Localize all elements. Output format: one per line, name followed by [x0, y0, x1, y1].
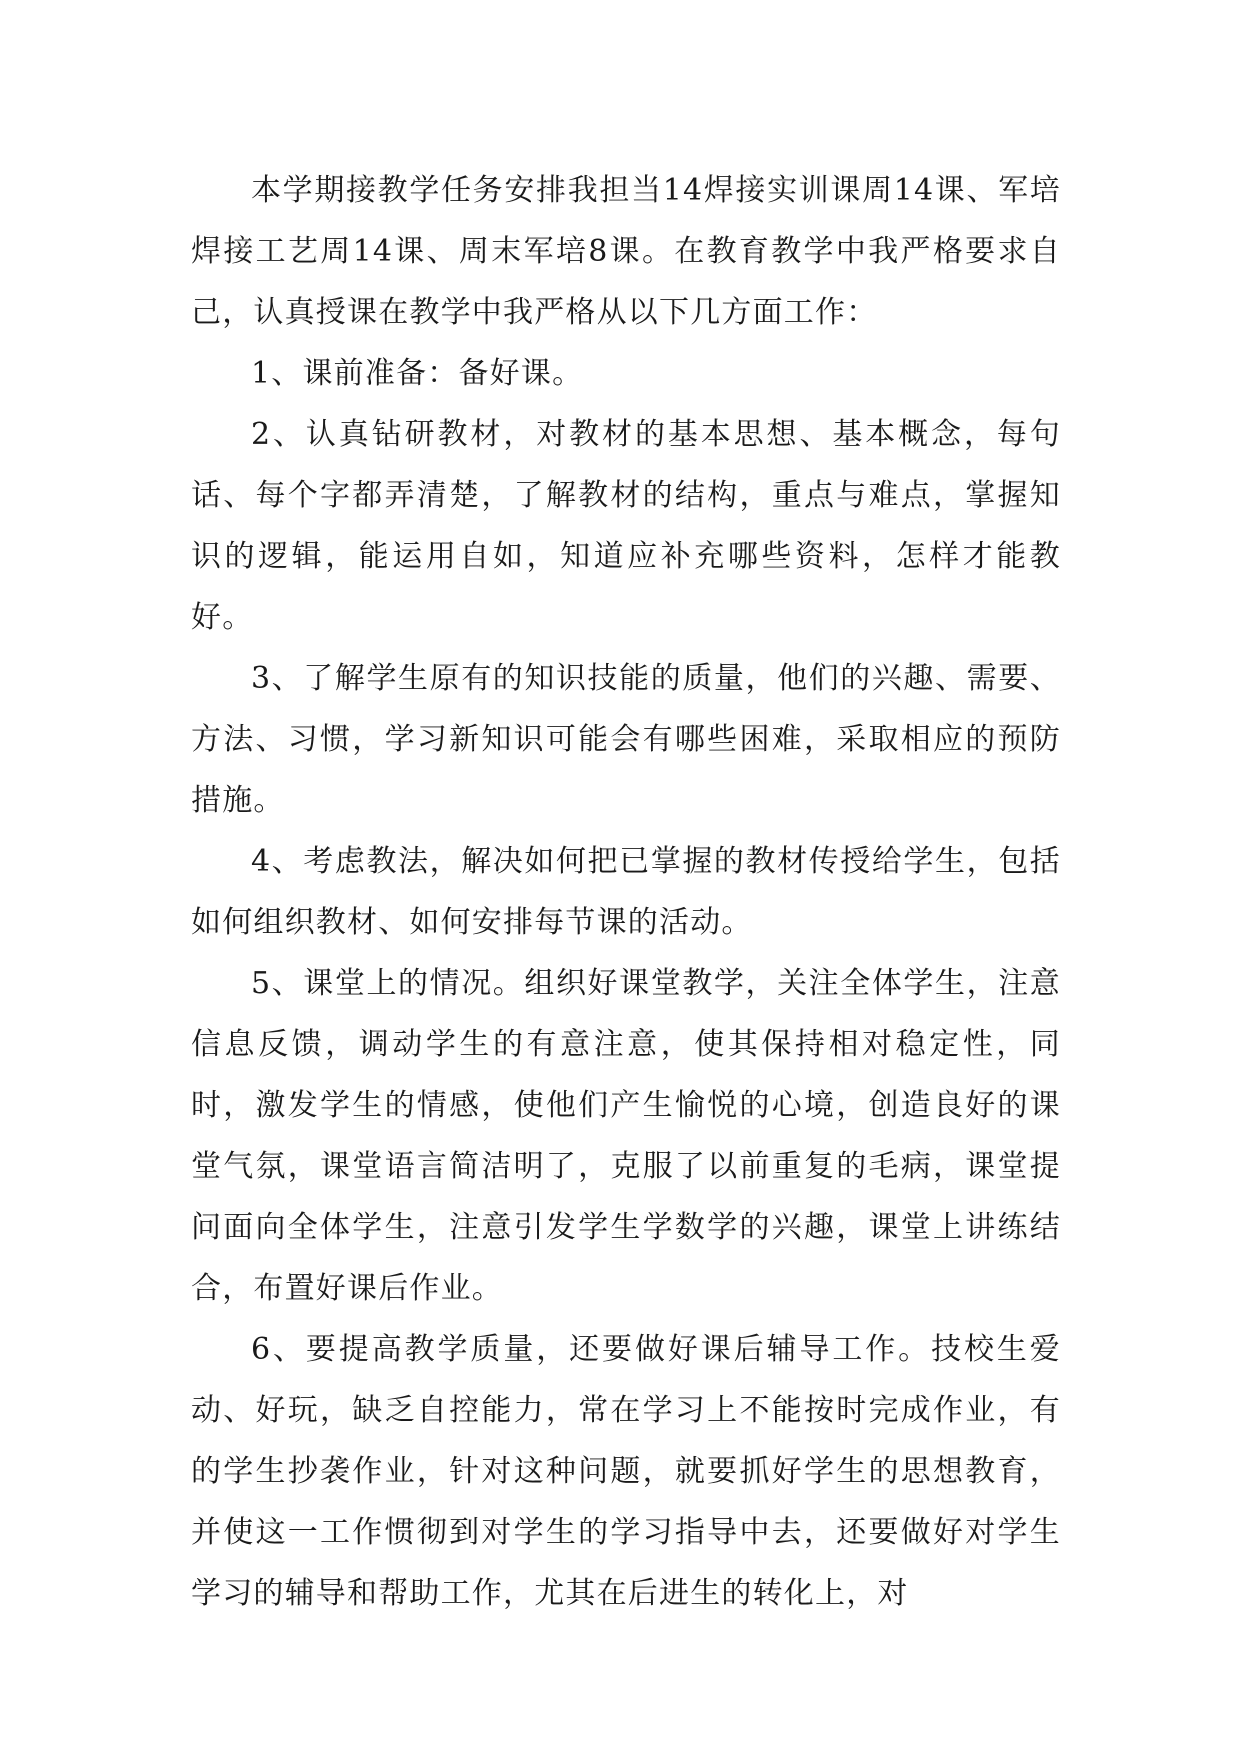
- paragraph-item-6: 6、要提高教学质量，还要做好课后辅导工作。技校生爱动、好玩，缺乏自控能力，常在学习上不能按时完成作业，有的学生抄袭作业，针对这种问题，就要抓好学生的思想教育，并使这一工作惯彻到对学生的学习指导中去，还要做好对学生学习的辅导和帮助工作，尤其在后进生的转化上，对: [191, 1332, 1061, 1611]
- document-body: [191, 160, 1061, 1624]
- paragraph-item-2: 2、认真钻研教材，对教材的基本思想、基本概念，每句话、每个字都弄清楚，了解教材的结构，重点与难点，掌握知识的逻辑，能运用自如，知道应补充哪些资料，怎样才能教好。: [191, 417, 1061, 635]
- paragraph-item-1: 1、课前准备：备好课。: [251, 356, 584, 391]
- paragraph-item-3: 3、了解学生原有的知识技能的质量，他们的兴趣、需要、方法、习惯，学习新知识可能会有哪些困难，采取相应的预防措施。: [191, 661, 1061, 818]
- paragraph-item-5: 5、课堂上的情况。组织好课堂教学，关注全体学生，注意信息反馈，调动学生的有意注意，使其保持相对稳定性，同时，激发学生的情感，使他们产生愉悦的心境，创造良好的课堂气氛，课堂语言简洁明了，克服了以前重复的毛病，课堂提问面向全体学生，注意引发学生学数学的兴趣，课堂上讲练结合，布置好课后作业。: [191, 966, 1061, 1306]
- paragraph-item-4: 4、考虑教法，解决如何把已掌握的教材传授给学生，包括如何组织教材、如何安排每节课的活动。: [191, 844, 1061, 940]
- paragraph-intro: 本学期接教学任务安排我担当14焊接实训课周14课、军培焊接工艺周14课、周末军培8课。在教育教学中我严格要求自己，认真授课在教学中我严格从以下几方面工作：: [191, 173, 1061, 330]
